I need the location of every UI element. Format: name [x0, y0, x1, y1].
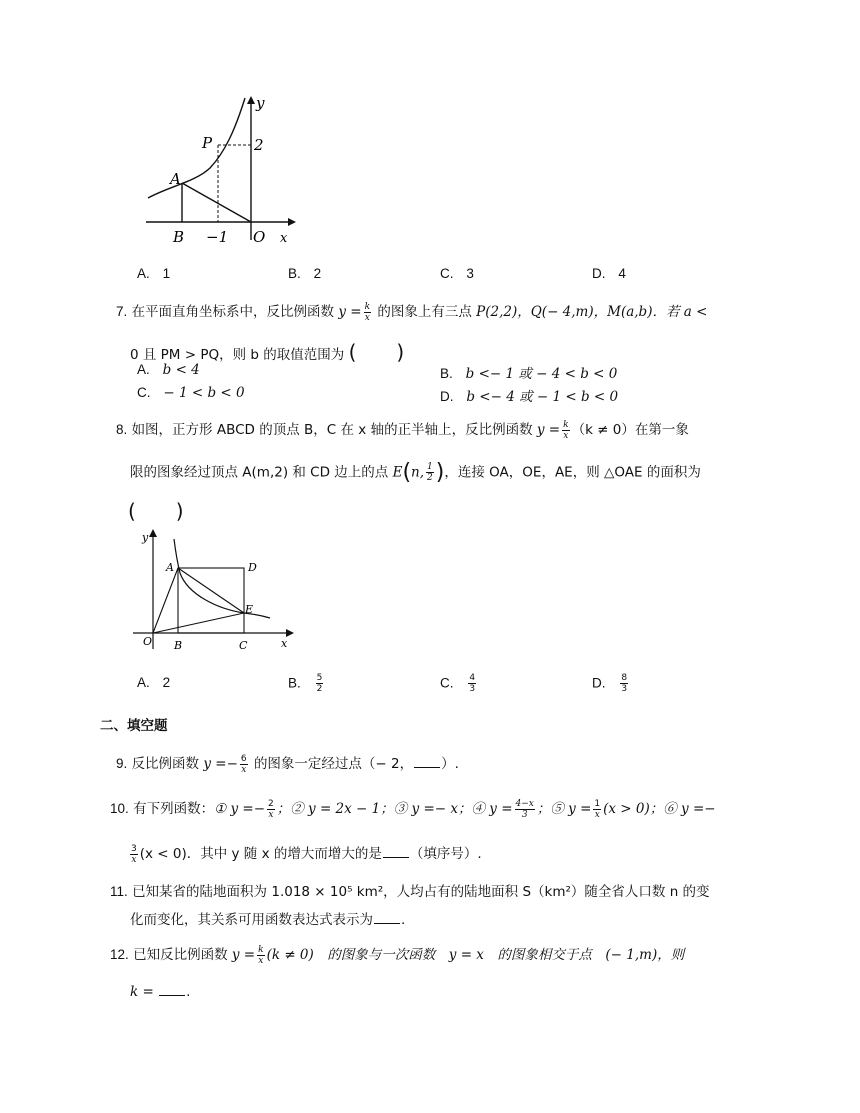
q8-label-D: D [248, 561, 257, 574]
q7-option-b[interactable]: B. b <− 1 或 − 4 < b < 0 [440, 366, 618, 382]
q8-graph [128, 525, 303, 657]
q8-option-a[interactable]: A. 2 [137, 675, 171, 690]
q8-number: 8. [116, 422, 128, 437]
q8-label-y: y [142, 531, 149, 544]
q12-line1: 12. 已知反比例函数 y = $\frac{k}{x}$ (k ≠ 0) 的图象与一次函数 y = x 的图象相交于点 (− 1,m)，则 [110, 944, 685, 966]
q9-line: 9. 反比例函数 y =− $\frac{6}{x}$ 的图象一定经过点（− 2， ）. [116, 753, 459, 775]
q8-line2: 限的图象经过顶点 A(m,2) 和 CD 边上的点 E(n, $\frac{1}{2}$ )，连接 OA，OE，AE，则 △OAE 的面积为 [130, 460, 701, 485]
q6-label-two: 2 [254, 136, 264, 154]
q10-number: 10. [110, 801, 129, 816]
q8-line1: 8. 如图，正方形 ABCD 的顶点 B，C 在 x 轴的正半轴上，反比例函数 y = $\frac{k}{x}$ （k ≠ 0）在第一象 [116, 419, 689, 441]
q12-answer-blank[interactable] [159, 983, 185, 996]
q8-answer-paren: ( ) [128, 499, 184, 523]
q7-number: 7. [116, 304, 128, 319]
q7-option-a[interactable]: A. b < 4 [137, 362, 200, 378]
q6-label-neg1: −1 [206, 228, 229, 246]
q9-number: 9. [116, 756, 128, 771]
q8-label-E: E [245, 603, 254, 616]
q8-label-B: B [174, 639, 183, 652]
q6-option-c[interactable]: C. 3 [440, 266, 474, 281]
q8-option-c[interactable]: C. $\frac{4}{3}$ [440, 673, 476, 694]
q12-line2: k = . [130, 984, 191, 1000]
q7-answer-paren: ( ) [348, 340, 405, 364]
q11-answer-blank[interactable] [374, 911, 400, 924]
q6-label-O: O [253, 228, 266, 246]
q9-answer-blank[interactable] [414, 755, 440, 768]
q8-label-C: C [239, 639, 248, 652]
q8-option-d[interactable]: D. $\frac{8}{3}$ [592, 673, 628, 694]
q6-label-B: B [173, 228, 185, 246]
section-title-fill-blank: 二、填空题 [100, 718, 168, 734]
q6-label-A: A [170, 170, 181, 188]
q7-line1: 7. 在平面直角坐标系中，反比例函数 y = $\frac{k}{x}$ 的图象上有三点 P(2,2)，Q(− 4,m)，M(a,b)．若 a < [116, 301, 708, 323]
q6-label-x: x [280, 231, 288, 246]
q7-option-d[interactable]: D. b <− 4 或 − 1 < b < 0 [440, 389, 619, 405]
q7-line2: 0 且 PM > PQ，则 b 的取值范围为 ( ) [130, 340, 405, 364]
q6-label-y: y [256, 94, 265, 112]
q10-line1: 10. 有下列函数：① y =− $\frac{2}{x}$ ；② y = 2x − 1；③ y =− x；④ y = $\frac{4-x}{3}$ ；⑤ y = $\frac{1}{x}$ (x > 0)；⑥ y =− [110, 798, 716, 820]
q6-option-b[interactable]: B. 2 [288, 266, 322, 281]
q10-line2: $\frac{3}{x}$ (x < 0)．其中 y 随 x 的增大而增大的是 （填序号）. [131, 843, 482, 865]
q11-line2: 化而变化，其关系可用函数表达式表示为 . [130, 912, 406, 928]
q8-label-x: x [281, 637, 288, 650]
q10-answer-blank[interactable] [383, 845, 409, 858]
q8-label-O: O [143, 635, 153, 648]
q6-graph [140, 90, 300, 250]
q11-number: 11. [110, 884, 128, 899]
q6-label-P: P [202, 134, 213, 152]
q11-line1: 11. 已知某省的陆地面积为 1.018 × 10⁵ km²，人均占有的陆地面积 S（km²）随全省人口数 n 的变 [110, 884, 710, 900]
q6-option-d[interactable]: D. 4 [592, 266, 626, 281]
q6-option-a[interactable]: A. 1 [137, 266, 171, 281]
q8-label-A: A [166, 561, 174, 574]
q7-option-c[interactable]: C. − 1 < b < 0 [137, 385, 245, 401]
q8-option-b[interactable]: B. $\frac{5}{2}$ [288, 673, 323, 694]
q12-number: 12. [110, 947, 129, 962]
